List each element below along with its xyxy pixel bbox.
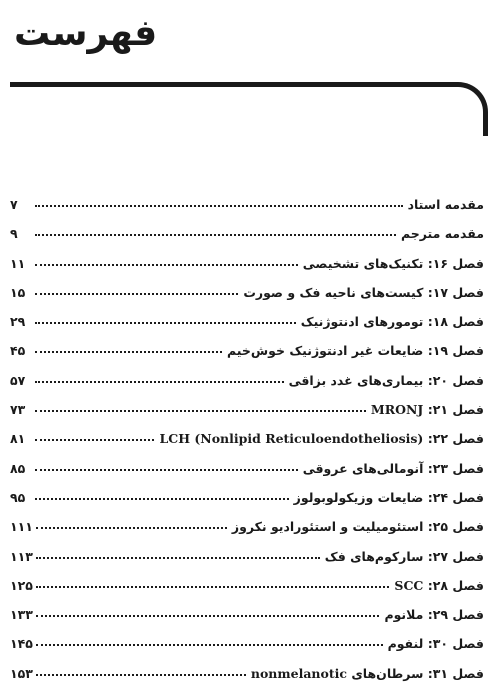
toc-entry-title: فصل ۲۳: آنومالی‌های عروقی (302, 460, 484, 476)
leader-dots (36, 614, 380, 617)
toc-entry-title: فصل ۱۶: تکنیک‌های تشخیصی (302, 255, 484, 271)
leader-dots (35, 321, 296, 324)
toc-entry[interactable] (10, 490, 484, 519)
toc-entry-title: فصل ۱۸: تومورهای ادنتوژنیک (300, 314, 484, 330)
toc-entry-title: فصل ۲۸: SCC (394, 577, 484, 593)
toc-entry-title: فصل ۲۷: سارکوم‌های فک (324, 548, 484, 564)
toc-entry-title: فصل ۱۹: ضایعات غیر ادنتوژنیک خوش‌خیم (226, 343, 484, 359)
leader-dots (35, 292, 238, 295)
toc-entry[interactable] (10, 431, 484, 460)
toc-entry-page: ۷۳ (10, 402, 26, 418)
toc-entry[interactable] (10, 402, 484, 431)
toc-entry-title: فصل ۲۹: ملانوم (384, 607, 484, 623)
toc-entry[interactable] (10, 373, 484, 402)
toc-entry-title: فصل ۳۰: لنفوم (387, 636, 484, 652)
toc-entry-page: ۱۲۵ (10, 577, 33, 593)
toc-entry[interactable] (10, 226, 484, 255)
toc-entry[interactable] (10, 343, 484, 372)
toc-entry-page: ۴۵ (10, 343, 26, 359)
toc-entry-title: فصل ۳۱: سرطان‌های nonmelanotic (250, 665, 484, 681)
toc-entry-page: ۹۵ (10, 489, 26, 505)
decorative-frame (10, 82, 488, 136)
toc-entry[interactable] (10, 314, 484, 343)
leader-dots (35, 263, 298, 266)
toc-entry-page: ۷ (10, 197, 18, 212)
toc-entry-page: ۵۷ (10, 372, 26, 388)
leader-dots (35, 380, 284, 383)
leader-dots (36, 643, 383, 646)
leader-dots (36, 556, 320, 559)
toc-entry-page: ۱۱۳ (10, 548, 33, 564)
toc-entry-page: ۲۹ (10, 314, 26, 330)
toc-entry-page: ۱۵۳ (10, 665, 33, 681)
leader-dots (35, 497, 289, 500)
toc-entry[interactable] (10, 197, 484, 226)
toc-entry[interactable] (10, 607, 484, 636)
leader-dots (35, 204, 403, 207)
toc-entry-title: فصل ۱۷: کیست‌های ناحیه فک و صورت (243, 284, 484, 300)
toc-entry-page: ۱۵ (10, 284, 26, 300)
leader-dots (35, 350, 222, 353)
toc-entry-page: ۹ (10, 226, 18, 242)
toc-entry[interactable] (10, 549, 484, 578)
leader-dots (35, 438, 154, 441)
leader-dots (36, 526, 227, 529)
toc-entry[interactable] (10, 578, 484, 607)
toc-entry-page: ۸۱ (10, 431, 26, 447)
toc-entry-page: ۱۳۳ (10, 607, 33, 623)
toc-entry-page: ۸۵ (10, 460, 26, 476)
toc-entry[interactable] (10, 461, 484, 490)
leader-dots (35, 409, 366, 412)
toc-entry[interactable] (10, 285, 484, 314)
toc-entry-title: فصل ۲۲: LCH (Nonlipid Reticuloendotheliosis) (159, 431, 484, 447)
toc-entry-title: مقدمه مترجم (400, 226, 484, 242)
leader-dots (36, 585, 390, 588)
toc-entry[interactable] (10, 519, 484, 548)
toc-entry-title: فصل ۲۱: MRONJ (370, 402, 484, 418)
leader-dots (35, 233, 396, 236)
toc-entry-page: ۱۱ (10, 255, 26, 271)
toc-entry-title: مقدمه استاد (407, 197, 484, 212)
toc-entry[interactable] (10, 636, 484, 665)
toc-entry[interactable] (10, 666, 484, 695)
page-title: فهرست (14, 13, 158, 54)
toc-entry[interactable] (10, 256, 484, 285)
leader-dots (35, 468, 298, 471)
toc-entry-title: فصل ۲۰: بیماری‌های غدد بزاقی (288, 372, 484, 388)
toc-entry-title: فصل ۲۵: استئومیلیت و استئورادیو نکروز (231, 519, 484, 535)
toc-entry-page: ۱۴۵ (10, 636, 33, 652)
toc-entry-page: ۱۱۱ (10, 519, 33, 535)
toc-entry-title: فصل ۲۴: ضایعات وزیکولوبولوز (293, 489, 484, 505)
leader-dots (36, 673, 246, 676)
table-of-contents (10, 197, 484, 695)
